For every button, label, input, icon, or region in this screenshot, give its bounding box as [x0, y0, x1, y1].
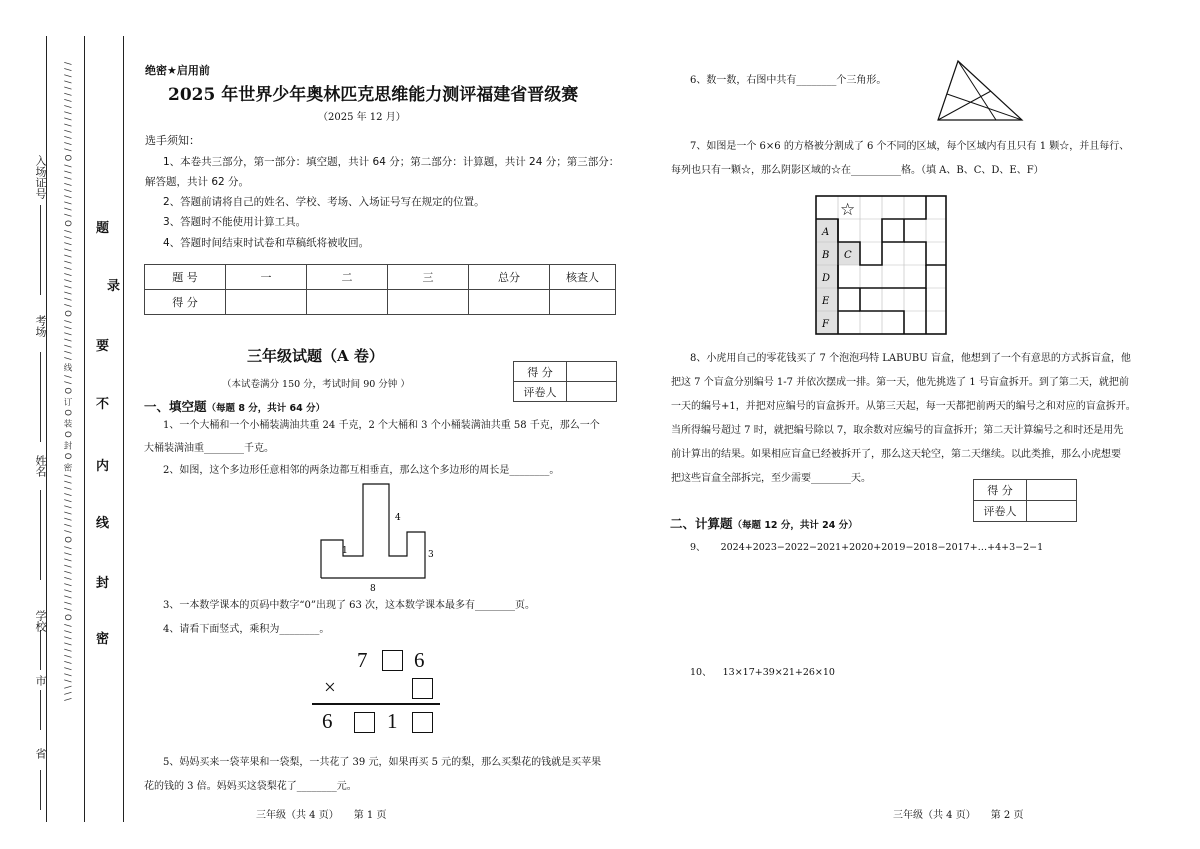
- question-8-line: 一天的编号+1，并把对应编号的盲盒拆开。从第三天起，每一天都把前两天的编号之和对应的盲盒拆开。: [671, 401, 1136, 412]
- score-cell[interactable]: [1027, 480, 1077, 501]
- score-cell[interactable]: [307, 290, 388, 315]
- score-cell[interactable]: [226, 290, 307, 315]
- polygon-label-8: 8: [370, 584, 376, 594]
- section2-score-box: [973, 479, 1077, 522]
- field-line-province[interactable]: [40, 770, 41, 810]
- score-header: 三: [388, 265, 469, 290]
- field-line-name[interactable]: [40, 490, 41, 580]
- score-cell[interactable]: [550, 290, 616, 315]
- grid-letter-c: C: [844, 250, 852, 261]
- grader-label: 评卷人: [974, 501, 1027, 522]
- grid-letter-f: F: [822, 319, 829, 330]
- polygon-outline: [321, 484, 425, 578]
- field-line-school[interactable]: [40, 630, 41, 670]
- triangle-inner-line: [947, 94, 1022, 120]
- question-1-cont: 大桶装满油重________千克。: [144, 443, 274, 454]
- question-2: 2、如图，这个多边形任意相邻的两条边都互相垂直，那么这个多边形的周长是________。: [163, 465, 560, 476]
- question-1: 1、一个大桶和一个小桶装满油共重 24 千克，2 个大桶和 3 个小桶装满油共重 58 千克，那么一个: [163, 420, 600, 431]
- question-9-expression: 2024+2023−2022−2021+2020+2019−2018−2017+…+4+3−2−1: [720, 542, 1044, 553]
- question-8-line: 当所得编号超过 7 时，就把编号除以 7，取余数对应编号的盲盒拆开；第二天计算编号之和时还是用先: [671, 425, 1124, 436]
- label-school: 学校: [34, 610, 47, 632]
- score-cell[interactable]: [567, 362, 617, 382]
- blank-box-top[interactable]: [382, 650, 403, 671]
- question-8-line: 把这些盲盒全部拆完，至少需要________天。: [671, 473, 871, 484]
- label-city: 市: [34, 675, 47, 686]
- grid-star: ☆: [840, 200, 856, 220]
- question-4: 4、请看下面竖式，乘积为________。: [163, 624, 330, 635]
- digit-product-6: 6: [322, 709, 333, 733]
- exam-date: （2025 年 12 月）: [318, 112, 406, 123]
- notice-item: 3、答题时不能使用计算工具。: [163, 216, 307, 228]
- section2-title: 二、计算题: [670, 516, 733, 531]
- digit-top-6: 6: [414, 648, 425, 672]
- grid-letter-a: A: [822, 227, 830, 238]
- blank-box-product-1[interactable]: [354, 712, 375, 733]
- grader-label: 评卷人: [514, 382, 567, 402]
- question-10: [690, 664, 835, 678]
- field-line-room[interactable]: [40, 352, 41, 442]
- question-10-expression: 13×17+39×21+26×10: [722, 667, 835, 678]
- notice-title: 选手须知：: [145, 134, 200, 147]
- score-label: 得 分: [514, 362, 567, 382]
- secret-label: 绝密★启用前: [145, 64, 210, 77]
- field-line-city[interactable]: [40, 690, 41, 730]
- label-name: 姓名: [34, 455, 47, 477]
- score-row-label: 得 分: [145, 290, 226, 315]
- question-7-cont: 每列也只有一颗☆，那么阴影区域的☆在__________格。（填 A、B、C、D、E、F）: [671, 165, 1044, 176]
- footer-page-2: 三年级（共 4 页） 第 2 页: [893, 810, 1024, 821]
- field-line-id[interactable]: [40, 205, 41, 295]
- binding-outer-line: [46, 36, 47, 822]
- triangle-figure: [936, 58, 1026, 126]
- notice-item: 解答题，共计 62 分。: [145, 176, 250, 188]
- label-province: 省: [34, 748, 47, 759]
- question-8-line: 前计算出的结果。如果相应盲盒已经被拆开了，那么这天轮空，第二天继续。以此类推，那么小虎想要: [671, 449, 1121, 460]
- question-6: 6、数一数，右图中共有________个三角形。: [690, 75, 887, 86]
- score-header: 一: [226, 265, 307, 290]
- question-3: 3、一本数学课本的页码中数字“0”出现了 63 次，这本数学课本最多有________页。: [163, 600, 536, 611]
- score-table: [144, 264, 616, 315]
- seal-char-lu: 录: [107, 279, 121, 294]
- blank-box-product-2[interactable]: [412, 712, 433, 733]
- section1-note: （每题 8 分，共计 64 分）: [206, 403, 326, 414]
- question-9-number: 9、: [690, 542, 706, 553]
- question-8-line: 8、小虎用自己的零花钱买了 7 个泡泡玛特 LABUBU 盲盒，他想到了一个有意思的方式拆盲盒，他: [690, 353, 1131, 364]
- polygon-label-4: 4: [395, 513, 401, 523]
- notice-item: 1、本卷共三部分，第一部分：填空题，共计 64 分；第二部分：计算题，共计 24 分；第三部分：: [163, 156, 620, 168]
- seal-char-nei: 内: [96, 459, 110, 474]
- polygon-label-1: 1: [342, 546, 348, 556]
- footer-page-1: 三年级（共 4 页） 第 1 页: [256, 810, 387, 821]
- digit-product-1: 1: [387, 709, 398, 733]
- exam-subtitle: （本试卷满分 150 分，考试时间 90 分钟 ）: [222, 379, 410, 390]
- score-cell[interactable]: [388, 290, 469, 315]
- seal-char-feng: 封: [96, 576, 110, 591]
- score-header: 总分: [469, 265, 550, 290]
- score-label: 得 分: [974, 480, 1027, 501]
- exam-main-title: 2025 年世界少年奥林匹克思维能力测评福建省晋级赛: [168, 85, 579, 105]
- times-sign: ×: [324, 675, 336, 699]
- score-header: 题 号: [145, 265, 226, 290]
- grid-letter-b: B: [822, 250, 830, 261]
- exam-grade-title: 三年级试题（A 卷）: [247, 347, 384, 365]
- label-exam-room: 考场: [34, 315, 47, 337]
- seal-char-mi: 密: [96, 632, 110, 647]
- binding-right-line: [123, 36, 124, 822]
- multiplication-puzzle: [312, 645, 442, 740]
- question-10-number: 10、: [690, 667, 712, 678]
- question-5: 5、妈妈买来一袋苹果和一袋梨，一共花了 39 元，如果再买 5 元的梨，那么买梨花的钱就是买苹果: [163, 757, 602, 768]
- binding-inner-line: [84, 36, 85, 822]
- grid-puzzle: [814, 194, 948, 338]
- polygon-figure: [315, 482, 440, 597]
- notice-item: 2、答题前请将自己的姓名、学校、考场、入场证号写在规定的位置。: [163, 196, 485, 208]
- grader-cell[interactable]: [1027, 501, 1077, 522]
- notice-item: 4、答题时间结束时试卷和草稿纸将被收回。: [163, 237, 370, 249]
- blank-box-multiplier[interactable]: [412, 678, 433, 699]
- dashed-cut-line: / / / / / / / / / / / / / / / O / / / / / / / / / O / / / / / / / / / / / / / O / / / / / / / 线 / / O 订 O 装 O 封 O 密 / / / / / / / / / / O / / / / / / / / / / / O / / / / / / / / / / \ \ \: [62, 62, 72, 702]
- section1-title: 一、填空题: [144, 399, 207, 414]
- score-header: 二: [307, 265, 388, 290]
- seal-char-yao: 要: [96, 339, 110, 354]
- question-9: [690, 539, 1043, 553]
- digit-top-7: 7: [357, 648, 368, 672]
- section2-note: （每题 12 分，共计 24 分）: [732, 520, 858, 531]
- question-7: 7、如图是一个 6×6 的方格被分割成了 6 个不同的区域，每个区域内有且只有 1 颗☆，并且每行、: [690, 141, 1130, 152]
- section1-heading: [144, 397, 325, 415]
- question-5-cont: 花的钱的 3 倍。妈妈买这袋梨花了________元。: [144, 781, 357, 792]
- question-8-line: 把这 7 个盲盒分别编号 1-7 并依次摆成一排。第一天，他先挑选了 1 号盲盒拆开。到了第二天，就把前: [671, 377, 1129, 388]
- section2-heading: [670, 514, 858, 532]
- seal-char-bu: 不: [96, 397, 110, 412]
- polygon-label-3: 3: [428, 550, 434, 560]
- seal-char-ti: 题: [96, 221, 110, 236]
- score-cell[interactable]: [469, 290, 550, 315]
- product-line: [312, 703, 440, 705]
- label-admission-id: 入场证号: [34, 155, 47, 199]
- grid-letter-d: D: [822, 273, 831, 284]
- section1-score-box: [513, 361, 617, 402]
- grid-letter-e: E: [822, 296, 830, 307]
- score-header: 核查人: [550, 265, 616, 290]
- seal-char-xian: 线: [96, 516, 110, 531]
- grader-cell[interactable]: [567, 382, 617, 402]
- big-triangle: [938, 61, 1022, 120]
